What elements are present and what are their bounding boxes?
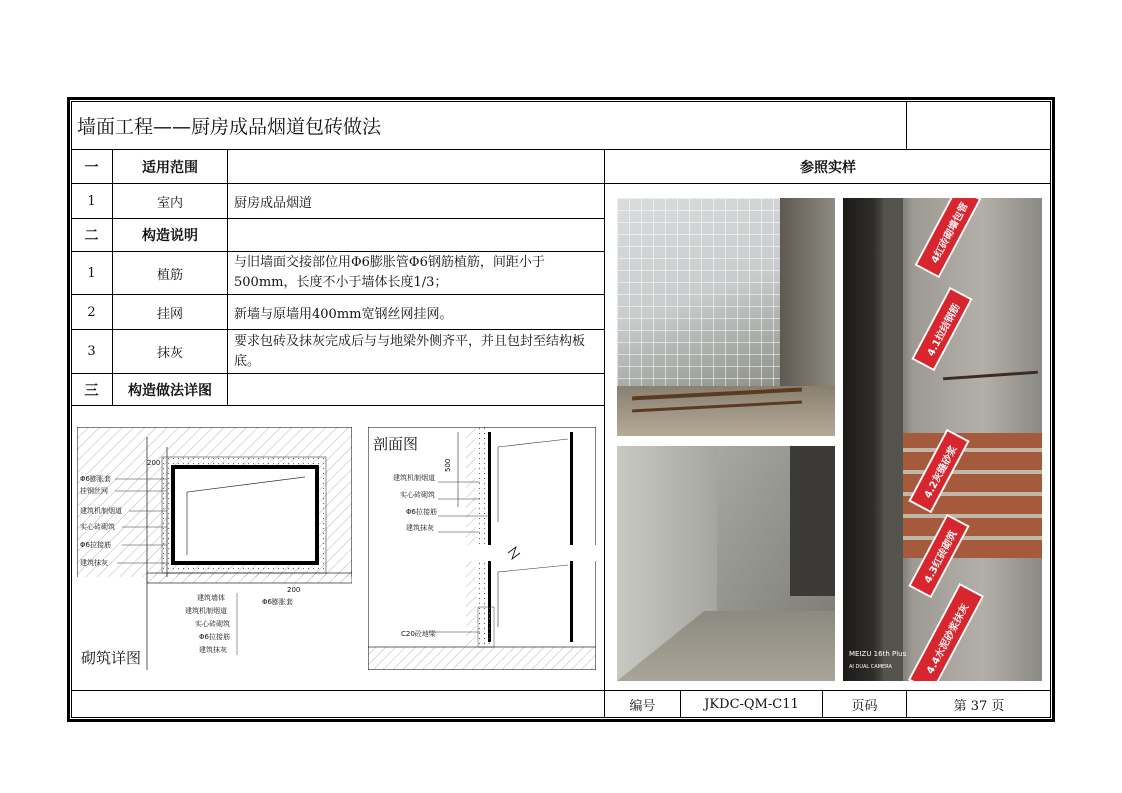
drawing-caption: 剖面图 <box>373 435 419 453</box>
row-description: 与旧墙面交接部位用Φ6膨胀管Φ6钢筋植筋，间距小于500mm，长度不小于墙体长度1/3； <box>234 255 545 290</box>
row-value: 厨房成品烟道 <box>234 195 313 211</box>
photo-mesh <box>617 198 835 436</box>
drawing-dimension: 200 <box>147 459 161 467</box>
section-title: 构造做法详图 <box>128 382 212 399</box>
section-title: 适用范围 <box>142 159 198 176</box>
drawing-caption: 砌筑详图 <box>81 649 142 667</box>
drawing-label: Φ6拉接筋 <box>199 633 230 641</box>
section-title: 构造说明 <box>142 228 198 244</box>
drawing-label: 建筑机制烟道 <box>80 507 122 515</box>
drawing-dimension: 500 <box>444 458 452 472</box>
footer-page-label: 页码 <box>851 699 878 714</box>
section-number: 二 <box>84 228 99 244</box>
drawing-label: C20砼地梁 <box>401 630 436 638</box>
drawing-label: 实心砖砌筑 <box>400 491 435 499</box>
drawing-label: 建筑机制烟道 <box>185 607 227 615</box>
drawing-label: 建筑墙体 <box>197 594 225 602</box>
drawing-label: 建筑抹灰 <box>199 646 227 654</box>
section-number: 一 <box>84 159 99 176</box>
rule <box>227 149 228 406</box>
footer-code-label: 编号 <box>629 699 656 714</box>
row-label: 抹灰 <box>156 346 183 361</box>
rule <box>604 149 605 718</box>
footer-page-value: 第 37 页 <box>953 699 1005 714</box>
photo-tag: 4.1拉结钢筋 <box>911 287 972 372</box>
footer-code-value: JKDC-QM-C11 <box>704 697 799 712</box>
photo-tag: 4红砖砌墙包管 <box>915 198 982 278</box>
camera-watermark-sub: AI DUAL CAMERA <box>849 664 892 670</box>
drawing-label: 建筑抹灰 <box>80 559 108 567</box>
row-number: 3 <box>87 344 96 359</box>
drawing-label: 实心砖砌筑 <box>80 523 115 531</box>
row-number: 1 <box>87 193 96 209</box>
photo-tag: 4.2灰缝砂浆 <box>908 429 969 514</box>
page-title: 墙面工程——厨房成品烟道包砖做法 <box>77 115 382 138</box>
row-description: 新墙与原墙用400mm宽钢丝网挂网。 <box>234 306 453 322</box>
reference-heading: 参照实样 <box>800 159 856 176</box>
plan-detail-drawing <box>77 427 352 670</box>
drawing-label: 建筑机制烟道 <box>393 474 435 482</box>
row-number: 1 <box>87 265 96 281</box>
camera-watermark: MEIZU 16th Plus <box>849 650 907 658</box>
drawing-label: 实心砖砌筑 <box>195 620 230 628</box>
row-label: 挂网 <box>156 306 183 322</box>
drawing-dimension: 200 <box>287 586 301 594</box>
photo-corner <box>617 446 835 681</box>
row-number: 2 <box>87 304 96 320</box>
photo-tag: 4.4水泥砂浆抹灰 <box>908 583 984 681</box>
drawing-label: Φ6拉接筋 <box>406 508 437 516</box>
row-description: 要求包砖及抹灰完成后与与地梁外侧齐平，并且包封至结构板底。 <box>234 333 586 369</box>
rule <box>906 101 907 150</box>
drawing-label: Φ6拉接筋 <box>80 541 111 549</box>
drawing-label: 挂钢丝网 <box>80 487 108 495</box>
row-label: 植筋 <box>156 267 183 283</box>
photo-brick-wall <box>843 198 1042 681</box>
section-drawing <box>368 427 596 670</box>
drawing-label: 建筑抹灰 <box>406 524 434 532</box>
rule <box>71 405 605 406</box>
drawing-label: Φ6膨胀套 <box>80 475 111 483</box>
row-label: 室内 <box>156 195 183 211</box>
section-number: 三 <box>84 382 99 399</box>
drawing-label: Φ6膨胀套 <box>262 598 293 606</box>
photo-tag: 4.3红砖砌筑 <box>908 514 969 599</box>
